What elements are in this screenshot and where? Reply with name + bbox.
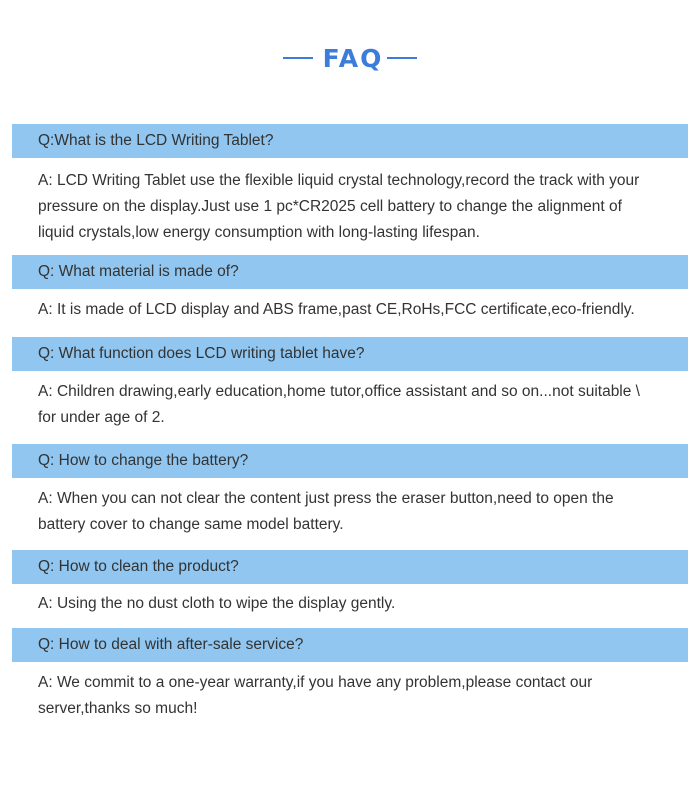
faq-item [0,628,700,728]
faq-answer: A: Children drawing,early education,home tutor,office assistant and so on...not suitable \ for under age of 2. [38,383,640,426]
faq-question: Q: How to deal with after-sale service? [12,628,688,662]
faq-answer: A: Using the no dust cloth to wipe the display gently. [38,595,396,612]
faq-question: Q: What function does LCD writing tablet have? [12,337,688,371]
faq-list [0,124,700,728]
page-title: FAQ [322,43,384,73]
header-divider-left [283,57,313,59]
faq-answer: A: LCD Writing Tablet use the flexible liquid crystal technology,record the track with your pressure on the display.Just use 1 pc*CR2025 cell battery to change the alignment of liquid crystals,low energy consumption with long-lasting lifespan. [38,172,640,241]
faq-answer: A: It is made of LCD display and ABS frame,past CE,RoHs,FCC certificate,eco-friendly. [38,301,635,318]
faq-answer: A: We commit to a one-year warranty,if you have any problem,please contact our server,thanks so much! [38,674,593,717]
header-divider-right [387,57,417,59]
faq-question: Q: How to clean the product? [12,550,688,584]
faq-item [0,124,700,255]
faq-header [0,40,700,76]
faq-item [0,444,700,550]
faq-question: Q: What material is made of? [12,255,688,289]
faq-answer: A: When you can not clear the content just press the eraser button,need to open the battery cover to change same model battery. [38,490,614,533]
faq-item [0,255,700,337]
faq-item [0,550,700,628]
faq-item [0,337,700,444]
faq-question: Q:What is the LCD Writing Tablet? [12,124,688,158]
faq-question: Q: How to change the battery? [12,444,688,478]
